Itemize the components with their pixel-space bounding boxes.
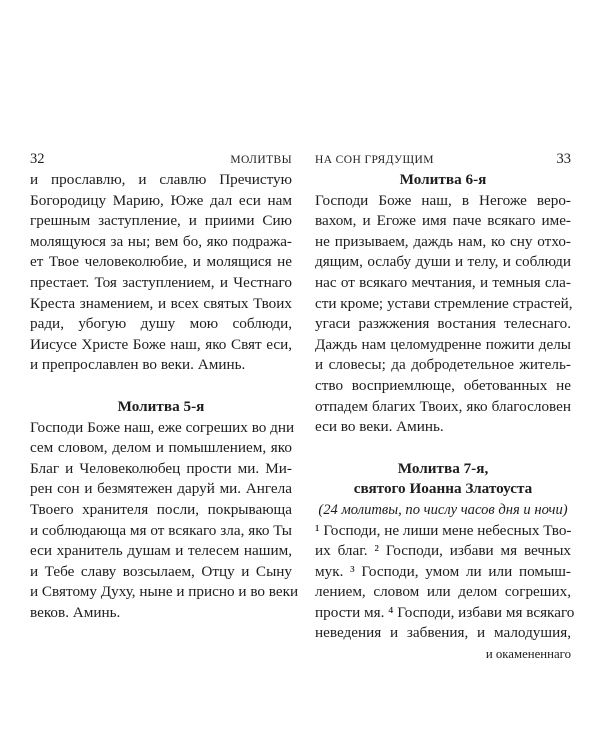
- text-line: ¹ Господи, не лиши мене небесных Тво-: [315, 521, 572, 539]
- text-line: Креста знамением, и всех святых Твоих: [30, 294, 292, 312]
- text-line: сти кроме; устави стремление страстей,: [315, 294, 573, 312]
- closing-paragraph: [30, 170, 292, 376]
- prayer-5-title: Молитва 5-я: [117, 397, 205, 415]
- text-line: и словесы; да добродетельное житель-: [315, 356, 571, 374]
- text-line: неведения и забвения, и малодушия,: [315, 624, 571, 642]
- text-line: Господи Боже наш, в Негоже веро-: [315, 191, 571, 209]
- right-page: [315, 150, 575, 665]
- right-page-number: 33: [556, 151, 571, 167]
- text-line: угаси разжжения востания телеснаго.: [315, 315, 571, 333]
- left-running-head: [30, 150, 292, 170]
- text-line: Благ и Человеколюбец прости ми. Ми-: [30, 459, 292, 477]
- text-line: вахом, и Егоже имя паче всякаго име-: [315, 212, 571, 230]
- text-line: молящуюся за ны; вем бо, яко подража-: [30, 232, 292, 250]
- prayer-7-subtitle: святого Иоанна Златоуста: [353, 480, 533, 498]
- text-line: Твоего хранителя посли, покрывающа: [30, 500, 292, 518]
- left-page: [30, 150, 299, 623]
- catchword: и окамененнаго: [485, 647, 571, 662]
- text-line: еси во веки. Аминь.: [315, 418, 444, 436]
- text-line: Господи Боже наш, еже согреших во дни: [30, 418, 295, 436]
- text-line: Даждь нам целомудренне пожити делы: [315, 335, 571, 353]
- left-running-head-text: МОЛИТВЫ: [230, 154, 292, 166]
- text-line: веков. Аминь.: [30, 603, 121, 621]
- text-line: нас от всякаго мечтания, и темныя сла-: [315, 273, 571, 291]
- left-page-number: 32: [30, 151, 45, 167]
- text-line: и препрославлен во веки. Аминь.: [30, 356, 246, 374]
- prayer-6-text: [315, 191, 571, 438]
- text-line: Иисусе Христе Боже наш, яко Свят еси,: [30, 335, 292, 353]
- text-line: грешным заступление, и приими Сию: [30, 212, 292, 230]
- text-line: не призываем, даждь нам, ко сну отхо-: [315, 232, 571, 250]
- text-line: дящим, ослабу души и телу, и соблюди: [315, 253, 571, 271]
- text-line: лением, словом или делом согреших,: [315, 583, 571, 601]
- text-line: и Тебе славу возсылаем, Отцу и Сыну: [30, 562, 292, 580]
- text-line: Богородицу Марию, Юже дал еси нам: [30, 191, 292, 209]
- text-line: сем словом, делом и помышлением, яко: [30, 439, 292, 457]
- prayer-6-title: Молитва 6-я: [399, 171, 487, 188]
- text-line: ради, убогую душу мою соблюди,: [30, 315, 292, 333]
- right-running-head-text: НА СОН ГРЯДУЩИМ: [315, 154, 434, 166]
- text-line: рен сон и безмятежен даруй ми. Ангела: [30, 480, 292, 498]
- text-line: отпадем благих Твоих, яко благословен: [315, 397, 571, 415]
- text-line: мук. ³ Господи, умом ли или помыш-: [315, 562, 571, 580]
- text-line: и прославлю, и славлю Пречистую: [30, 171, 292, 188]
- text-line: их благ. ² Господи, избави мя вечных: [315, 542, 571, 560]
- text-line: прости мя. ⁴ Господи, избави мя всякаго: [315, 603, 575, 621]
- text-line: престает. Тоя заступлением, и Честнаго: [30, 273, 292, 291]
- text-line: ет Твое человеколюбие, и молящися не: [30, 253, 292, 271]
- prayer-7-title: Молитва 7-я,: [397, 459, 489, 477]
- text-line: и Святому Духу, ныне и присно и во веки: [30, 583, 299, 601]
- text-line: ство восприемлюще, обетованных не: [315, 376, 571, 394]
- prayer-5-text: [30, 418, 299, 624]
- prayer-7-note: (24 молитвы, по числу часов дня и ночи): [318, 501, 568, 518]
- right-running-head: [315, 150, 571, 170]
- text-line: еси хранитель душам и телесем нашим,: [30, 542, 292, 560]
- prayer-7-text: [315, 521, 575, 645]
- text-line: и соблюдающа мя от всякаго зла, яко Ты: [30, 521, 292, 539]
